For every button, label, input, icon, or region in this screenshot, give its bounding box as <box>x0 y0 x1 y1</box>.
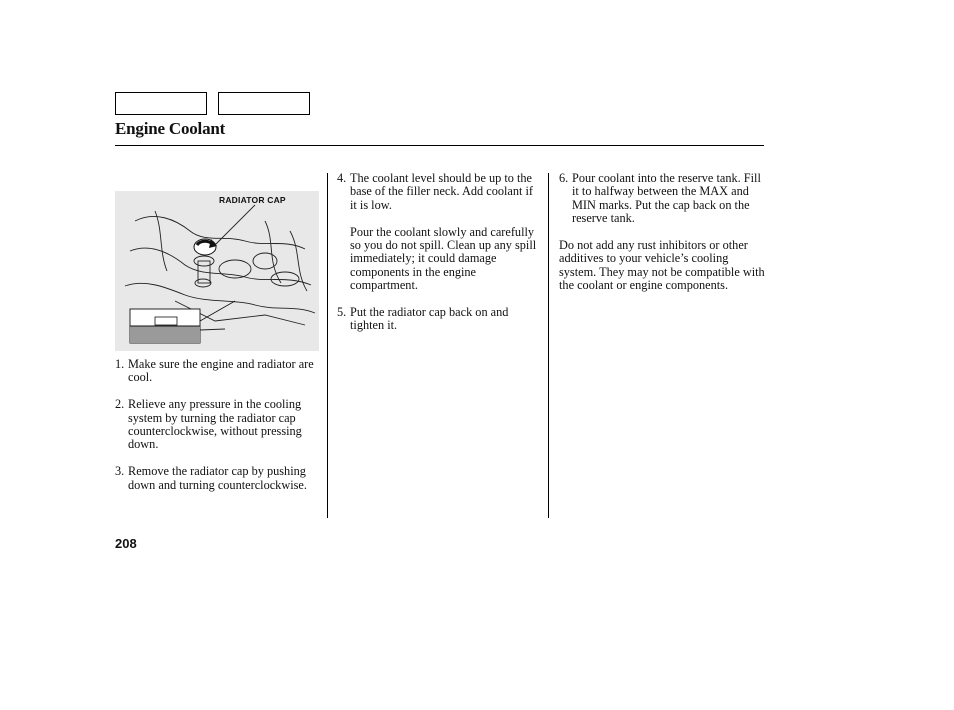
step-5 <box>337 306 542 333</box>
step-text: Make sure the engine and radiator are cool. <box>128 357 314 385</box>
column-1 <box>115 358 323 505</box>
step-number: 6. <box>559 171 569 185</box>
step-3 <box>115 465 323 492</box>
page-title: Engine Coolant <box>115 119 226 138</box>
step-6 <box>559 172 765 226</box>
radiator-cap-figure <box>115 191 319 351</box>
pour-note: Pour the coolant slowly and carefully so you do not spill. Clean up any spill immediately; it could damage components in the engine compartment. <box>350 224 537 293</box>
column-3 <box>559 172 765 306</box>
step-2 <box>115 398 323 452</box>
nav-tab-box-1[interactable] <box>115 92 207 115</box>
step-text: Pour coolant into the reserve tank. Fill it to halfway between the MAX and MIN marks. Put the cap back on the reserve tank. <box>572 171 761 226</box>
step-number: 4. <box>337 171 347 185</box>
step-number: 1. <box>115 357 125 371</box>
title-rule <box>115 145 764 146</box>
step-number: 5. <box>337 305 347 320</box>
step-1 <box>115 358 323 385</box>
step-4 <box>337 172 542 212</box>
step-text: The coolant level should be up to the base of the filler neck. Add coolant if it is low. <box>350 171 534 212</box>
additives-note: Do not add any rust inhibitors or other additives to your vehicle’s cooling system. They may not be compatible with the coolant or engine components. <box>559 238 765 293</box>
step-number: 3. <box>115 464 125 479</box>
page-number: 208 <box>115 536 137 551</box>
radiator-cap-illustration-icon <box>115 191 319 351</box>
step-text: Remove the radiator cap by pushing down and turning counterclockwise. <box>128 464 307 492</box>
step-number: 2. <box>115 397 125 412</box>
step-text: Relieve any pressure in the cooling system by turning the radiator cap counterclockwise, without pressing down. <box>128 397 302 452</box>
figure-label: RADIATOR CAP <box>219 195 286 205</box>
column-divider-2 <box>548 173 549 518</box>
step-text: Put the radiator cap back on and tighten it. <box>350 305 509 333</box>
column-divider-1 <box>327 173 328 518</box>
column-2 <box>337 172 542 346</box>
nav-tab-box-2[interactable] <box>218 92 310 115</box>
